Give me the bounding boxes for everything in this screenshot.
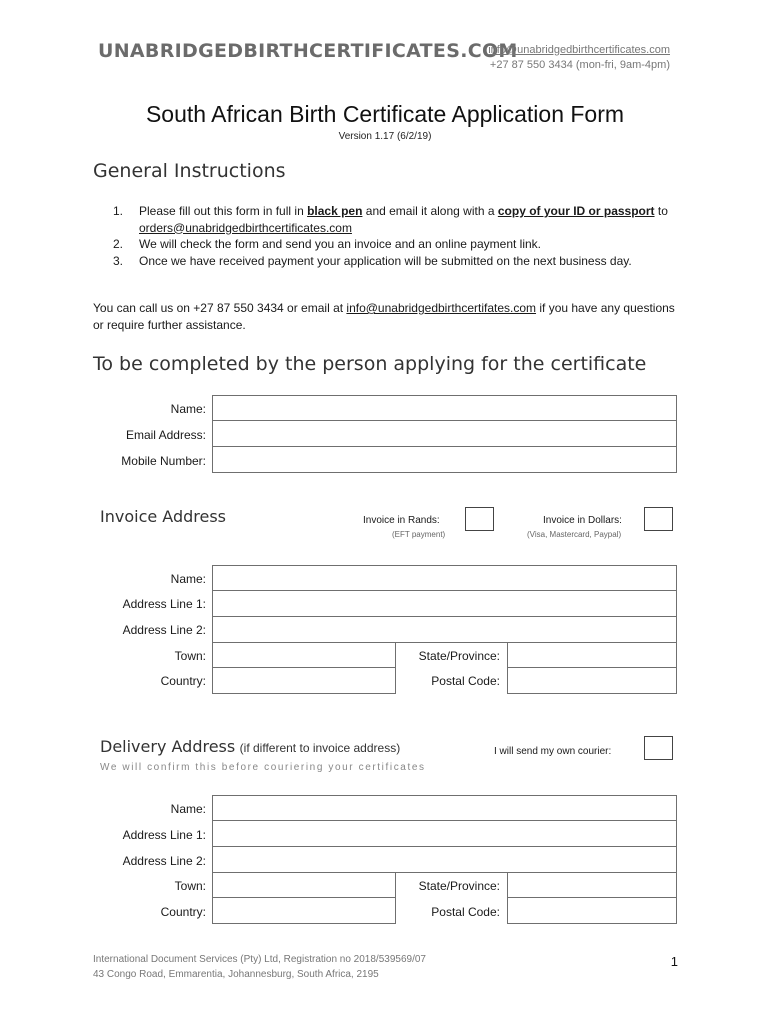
- page-title: South African Birth Certificate Application Form: [145, 101, 625, 127]
- invoice-line1-field[interactable]: [212, 590, 677, 617]
- list-item: 3. Once we have received payment your application will be submitted on the next business day.: [113, 253, 632, 268]
- invoice-rands-note: (EFT payment): [392, 530, 446, 539]
- delivery-postal-field[interactable]: [507, 897, 677, 924]
- invoice-line1-label: Address Line 1:: [122, 597, 206, 611]
- applicant-email-label: Email Address:: [125, 428, 206, 442]
- applicant-name-label: Name:: [170, 402, 206, 416]
- applicant-mobile-label: Mobile Number:: [121, 454, 206, 468]
- invoice-dollars-label: Invoice in Dollars:: [543, 515, 622, 526]
- delivery-line2-field[interactable]: [212, 846, 677, 873]
- page-number: 1: [670, 954, 678, 969]
- delivery-line2-label: Address Line 2:: [122, 854, 206, 868]
- invoice-rands-checkbox[interactable]: [465, 507, 494, 531]
- orders-email-link[interactable]: orders@unabridgedbirthcertificates.com: [139, 220, 352, 235]
- invoice-state-field[interactable]: [507, 642, 677, 668]
- applicant-email-field[interactable]: [212, 420, 677, 447]
- invoice-country-label: Country:: [160, 674, 206, 688]
- invoice-town-label: Town:: [174, 649, 206, 663]
- instructions-list: [113, 203, 673, 269]
- applicant-heading: To be completed by the person applying for the certificate: [93, 353, 647, 375]
- invoice-address-heading: Invoice Address: [100, 507, 227, 526]
- invoice-line2-field[interactable]: [212, 616, 677, 643]
- footer-address: 43 Congo Road, Emmarentia, Johannesburg, South Africa, 2195: [93, 969, 379, 980]
- brand-logo-text: UNABRIDGEDBIRTHCERTIFICATES.COM: [98, 40, 518, 62]
- invoice-state-label: State/Province:: [418, 649, 500, 663]
- invoice-line2-label: Address Line 2:: [122, 623, 206, 637]
- contact-paragraph: You can call us on +27 87 550 3434 or email at info@unabridgedbirthcertifates.com if you have any questions or require further assistance.: [93, 301, 675, 332]
- own-courier-label: I will send my own courier:: [494, 746, 612, 757]
- applicant-name-field[interactable]: [212, 395, 677, 421]
- info-email-link[interactable]: info@unabridgedbirthcertifates.com: [346, 301, 537, 315]
- footer: [93, 952, 426, 982]
- invoice-rands-label: Invoice in Rands:: [363, 515, 440, 526]
- header-phone: +27 87 550 3434 (mon-fri, 9am-4pm): [489, 59, 670, 71]
- invoice-name-label: Name:: [170, 572, 206, 586]
- delivery-state-label: State/Province:: [418, 879, 500, 893]
- invoice-dollars-note: (Visa, Mastercard, Paypal): [527, 530, 622, 539]
- delivery-name-field[interactable]: [212, 795, 677, 821]
- list-item: 2. We will check the form and send you an invoice and an online payment link.: [113, 237, 542, 251]
- header-email-link[interactable]: info@unabridgedbirthcertificates.com: [488, 44, 670, 56]
- delivery-state-field[interactable]: [507, 872, 677, 898]
- invoice-postal-field[interactable]: [507, 667, 677, 694]
- delivery-line1-field[interactable]: [212, 820, 677, 847]
- own-courier-checkbox[interactable]: [644, 736, 673, 760]
- general-instructions-heading: General Instructions: [93, 160, 286, 182]
- delivery-town-label: Town:: [174, 879, 206, 893]
- footer-company: International Document Services (Pty) Ltd, Registration no 2018/539569/07: [93, 954, 426, 965]
- list-item: 1. Please fill out this form in full in black pen and email it along with a copy of your ID or passport to orders@unabridgedbirthcertificates.com: [113, 204, 668, 235]
- version-label: Version 1.17 (6/2/19): [338, 131, 432, 142]
- delivery-name-label: Name:: [170, 802, 206, 816]
- delivery-country-label: Country:: [160, 905, 206, 919]
- delivery-postal-label: Postal Code:: [431, 905, 500, 919]
- invoice-postal-label: Postal Code:: [431, 674, 500, 688]
- delivery-address-heading: Delivery Address (if different to invoice address): [100, 737, 401, 756]
- invoice-dollars-checkbox[interactable]: [644, 507, 673, 531]
- delivery-line1-label: Address Line 1:: [122, 828, 206, 842]
- applicant-mobile-field[interactable]: [212, 446, 677, 473]
- delivery-note: We will confirm this before couriering your certificates: [100, 762, 426, 773]
- invoice-name-field[interactable]: [212, 565, 677, 591]
